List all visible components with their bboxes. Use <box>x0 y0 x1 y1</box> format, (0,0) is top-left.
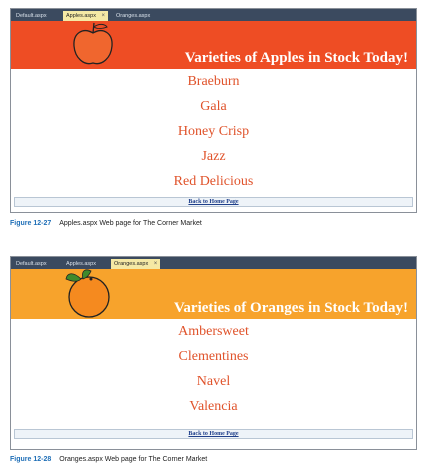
figure-number: Figure 12-27 <box>10 220 52 227</box>
tab-default[interactable] <box>13 11 50 21</box>
page-banner <box>11 21 416 69</box>
caption-text: Apples.aspx Web page for The Corner Market <box>59 220 202 227</box>
tab-oranges[interactable] <box>113 11 153 21</box>
tab-default[interactable] <box>13 259 50 269</box>
oranges-page-screenshot <box>10 256 417 450</box>
list-item: Jazz <box>201 149 226 164</box>
close-icon[interactable]: × <box>153 261 158 267</box>
apples-page-screenshot <box>10 8 417 213</box>
variety-list <box>11 319 416 419</box>
footer-bar <box>14 197 413 207</box>
list-item: Clementines <box>178 349 249 364</box>
list-item: Gala <box>200 99 227 114</box>
list-item: Ambersweet <box>178 324 249 339</box>
orange-icon <box>61 269 117 319</box>
tab-oranges[interactable] <box>111 259 160 269</box>
figure-caption <box>10 456 207 463</box>
page-title: Varieties of Apples in Stock Today! <box>184 50 408 66</box>
variety-list <box>11 69 416 194</box>
page-title: Varieties of Oranges in Stock Today! <box>173 300 408 316</box>
list-item: Valencia <box>189 399 238 414</box>
figure-number: Figure 12-28 <box>10 456 52 463</box>
list-item: Braeburn <box>187 74 240 89</box>
document-tab-bar <box>11 257 416 269</box>
figure-caption <box>10 220 202 227</box>
page-banner <box>11 269 416 319</box>
caption-text: Oranges.aspx Web page for The Corner Market <box>59 456 208 463</box>
list-item: Red Delicious <box>173 174 254 189</box>
tab-label: Oranges.aspx <box>116 13 151 19</box>
close-icon[interactable]: × <box>101 13 106 19</box>
tab-apples[interactable] <box>63 259 99 269</box>
tab-label: Apples.aspx <box>66 13 96 19</box>
tab-label: Oranges.aspx <box>114 261 149 267</box>
tab-label: Default.aspx <box>16 13 47 19</box>
tab-apples[interactable] <box>63 11 108 21</box>
back-to-home-link[interactable]: Back to Home Page <box>188 199 239 205</box>
tab-label: Apples.aspx <box>66 261 96 267</box>
back-to-home-link[interactable]: Back to Home Page <box>188 431 239 437</box>
tab-label: Default.aspx <box>16 261 47 267</box>
apple-icon <box>69 21 117 67</box>
footer-bar <box>14 429 413 439</box>
document-tab-bar <box>11 9 416 21</box>
list-item: Honey Crisp <box>177 124 250 139</box>
list-item: Navel <box>196 374 231 389</box>
